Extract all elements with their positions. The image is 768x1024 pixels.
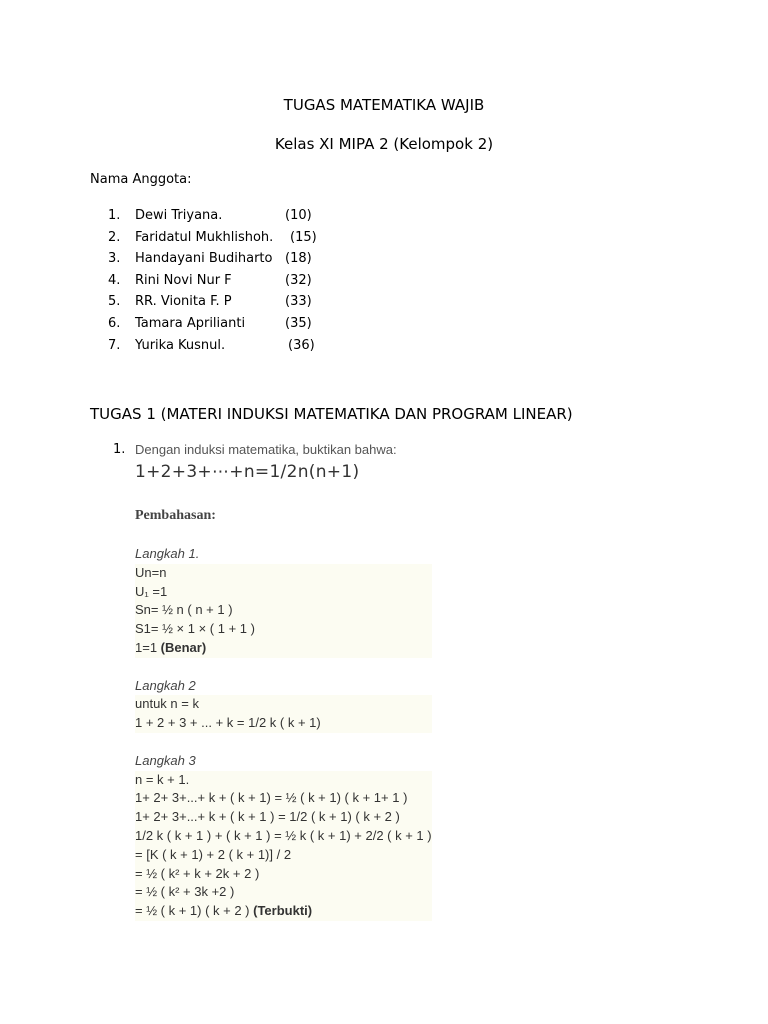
member-name: Dewi Triyana.: [135, 208, 223, 223]
list-item: [108, 205, 317, 227]
member-number: (15): [290, 229, 317, 245]
member-number: (10): [285, 208, 312, 223]
step-3-line: n = k + 1.: [135, 771, 432, 790]
member-number: (33): [285, 294, 312, 310]
list-number: 4.: [108, 272, 121, 288]
step-3-line: 1/2 k ( k + 1 ) + ( k + 1 ) = ½ k ( k + 1) + 2/2 ( k + 1 ): [135, 827, 432, 846]
step-3-equation: = ½ ( k + 1) ( k + 2 ): [135, 903, 254, 919]
members-label: Nama Anggota:: [90, 172, 192, 187]
member-name: Faridatul Mukhlishoh.: [135, 229, 274, 245]
step-3-heading: Langkah 3: [135, 752, 196, 768]
list-number: 2.: [108, 229, 121, 245]
document-subtitle: Kelas XI MIPA 2 (Kelompok 2): [274, 135, 494, 153]
step-3-final: [135, 902, 432, 921]
section-title: TUGAS 1 (MATERI INDUKSI MATEMATIKA DAN PROGRAM LINEAR): [90, 405, 573, 423]
list-item: [108, 227, 317, 249]
member-name: Tamara Aprilianti: [135, 315, 246, 331]
list-item: [108, 270, 317, 292]
question-text: Dengan induksi matematika, buktikan bahwa:: [135, 442, 397, 457]
member-number: (35): [285, 315, 312, 331]
question-formula: 1+2+3+⋯+n=1/2n(n+1): [135, 462, 360, 482]
step-2-heading: Langkah 2: [135, 677, 196, 693]
list-number: 5.: [108, 294, 121, 310]
member-number: (18): [285, 251, 312, 267]
step-1-equation: 1=1: [135, 639, 161, 655]
step-3-line: = ½ ( k² + 3k +2 ): [135, 883, 432, 902]
list-item: [108, 313, 317, 335]
step-3-line: 1+ 2+ 3+...+ k + ( k + 1) = ½ ( k + 1) ( k + 1+ 1 ): [135, 789, 432, 808]
step-3-verdict: (Terbukti): [253, 903, 313, 919]
solution-steps: [135, 545, 432, 921]
step-3-line: 1+ 2+ 3+...+ k + ( k + 1 ) = 1/2 ( k + 1) ( k + 2 ): [135, 808, 432, 827]
step-1-result: [135, 639, 432, 658]
step-3-line: = ½ ( k² + k + 2k + 2 ): [135, 865, 432, 884]
list-number: 6.: [108, 315, 121, 331]
step-1-line: U₁ =1: [135, 583, 432, 602]
step-1-line: Sn= ½ n ( n + 1 ): [135, 601, 432, 620]
step-2-line: 1 + 2 + 3 + ... + k = 1/2 k ( k + 1): [135, 714, 432, 733]
list-number: 3.: [108, 251, 121, 267]
member-number: (36): [288, 337, 315, 353]
list-number: 7.: [108, 337, 121, 353]
list-number: 1.: [108, 208, 121, 223]
step-1-heading: Langkah 1.: [135, 546, 200, 561]
member-name: Yurika Kusnul.: [135, 337, 226, 353]
list-item: [108, 248, 317, 270]
step-1-verdict: (Benar): [160, 639, 207, 655]
members-list: [108, 205, 317, 356]
member-name: Rini Novi Nur F: [135, 272, 232, 288]
step-1-line: S1= ½ × 1 × ( 1 + 1 ): [135, 620, 432, 639]
solution-heading: Pembahasan:: [135, 508, 216, 523]
list-item: [108, 335, 317, 357]
spacer: [135, 733, 432, 752]
member-name: RR. Vionita F. P: [135, 294, 232, 310]
document-title: TUGAS MATEMATIKA WAJIB: [283, 96, 485, 114]
member-name: Handayani Budiharto: [135, 251, 273, 267]
spacer: [135, 658, 432, 677]
step-2-line: untuk n = k: [135, 695, 432, 714]
question-number: 1.: [113, 442, 126, 457]
step-3-line: = [K ( k + 1) + 2 ( k + 1)] / 2: [135, 846, 432, 865]
list-item: [108, 291, 317, 313]
member-number: (32): [285, 272, 312, 288]
step-1-line: Un=n: [135, 564, 432, 583]
